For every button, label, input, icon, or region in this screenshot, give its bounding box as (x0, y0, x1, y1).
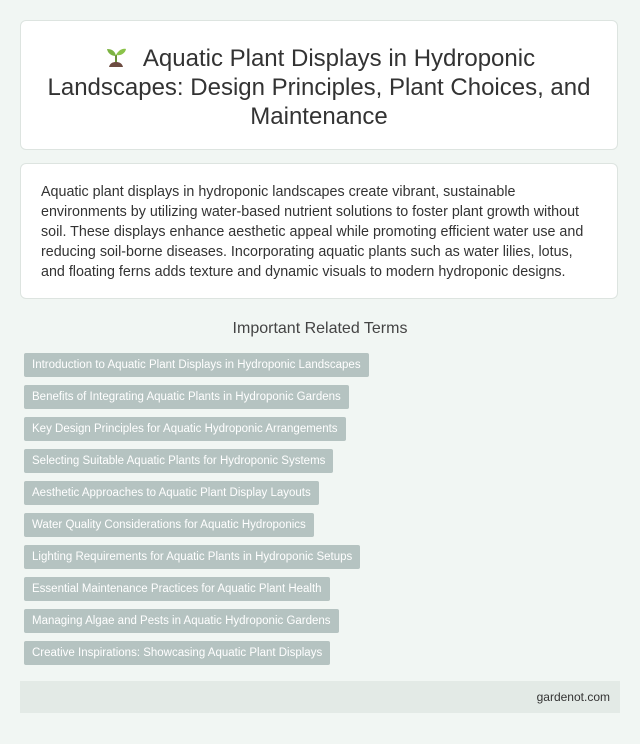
title-card (20, 20, 618, 150)
footer (20, 681, 620, 713)
related-term-tag[interactable]: Water Quality Considerations for Aquatic Hydroponics (24, 513, 314, 537)
page-title-text: Aquatic Plant Displays in Hydroponic Landscapes: Design Principles, Plant Choices, and Maintenance (47, 45, 591, 130)
related-term-tag[interactable]: Creative Inspirations: Showcasing Aquatic Plant Displays (24, 641, 330, 665)
footer-site-link[interactable]: gardenot.com (536, 690, 610, 704)
related-term-tag[interactable]: Selecting Suitable Aquatic Plants for Hydroponic Systems (24, 449, 333, 473)
related-term-tag[interactable]: Introduction to Aquatic Plant Displays in Hydroponic Landscapes (24, 353, 369, 377)
sprout-icon (103, 43, 129, 69)
related-term-tag[interactable]: Key Design Principles for Aquatic Hydroponic Arrangements (24, 417, 346, 441)
intro-card (20, 163, 618, 299)
related-term-tag[interactable]: Benefits of Integrating Aquatic Plants in Hydroponic Gardens (24, 385, 349, 409)
page-title (41, 43, 597, 131)
related-term-tag[interactable]: Lighting Requirements for Aquatic Plants in Hydroponic Setups (24, 545, 360, 569)
intro-paragraph: Aquatic plant displays in hydroponic landscapes create vibrant, sustainable environments by utilizing water-based nutrient solutions to foster plant growth without soil. These displays enhance aesthetic appeal while promoting efficient water use and reducing soil-borne diseases. Incorporating aquatic plants such as water lilies, lotus, and floating ferns adds texture and dynamic visuals to modern hydroponic designs. (41, 184, 584, 280)
related-terms-heading: Important Related Terms (232, 320, 408, 337)
related-term-tag[interactable]: Aesthetic Approaches to Aquatic Plant Display Layouts (24, 481, 319, 505)
related-term-tag[interactable]: Managing Algae and Pests in Aquatic Hydroponic Gardens (24, 609, 339, 633)
related-terms-list (24, 353, 369, 673)
related-term-tag[interactable]: Essential Maintenance Practices for Aquatic Plant Health (24, 577, 330, 601)
